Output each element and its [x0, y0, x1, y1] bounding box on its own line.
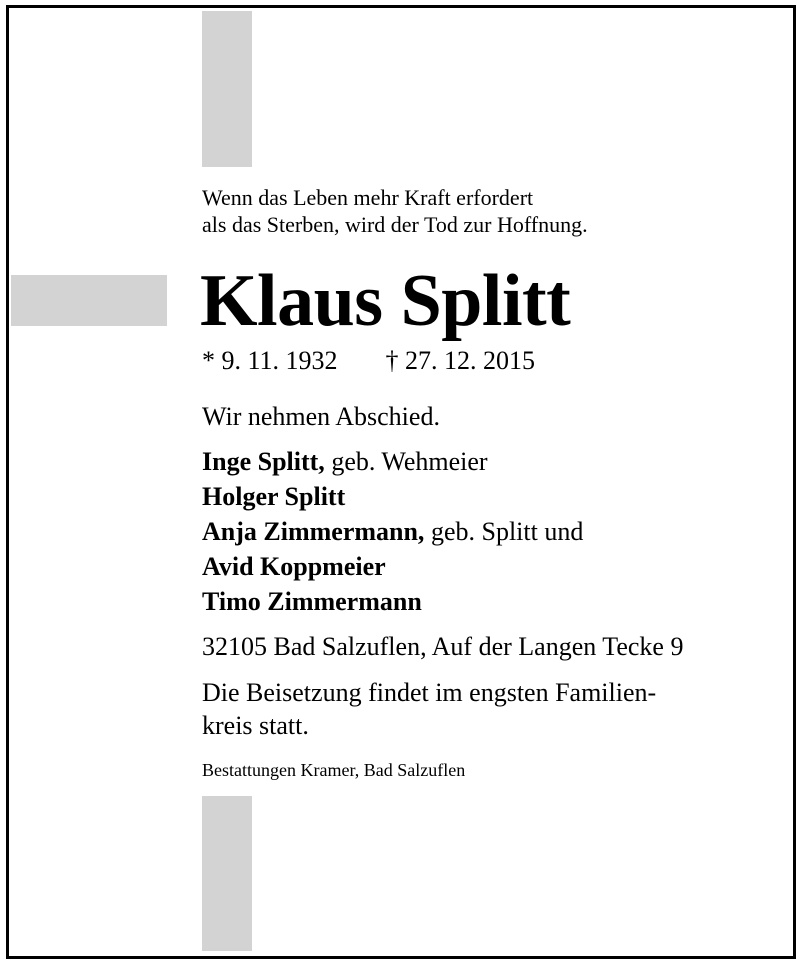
- cross-left-bar: [11, 275, 167, 326]
- motto-line-2: als das Sterben, wird der Tod zur Hoffnung.: [202, 212, 588, 237]
- mourner-name: Holger Splitt: [202, 482, 346, 511]
- farewell-text: Wir nehmen Abschied.: [202, 402, 440, 431]
- mourner-note: geb. Wehmeier: [324, 447, 488, 476]
- deceased-name: Klaus Splitt: [200, 260, 571, 342]
- mourner-item: [202, 514, 583, 549]
- mourner-item: [202, 444, 583, 479]
- motto-line-1: Wenn das Leben mehr Kraft erfordert: [202, 185, 534, 210]
- mourner-note: geb. Splitt und: [424, 517, 584, 546]
- birth-date: * 9. 11. 1932: [202, 346, 338, 375]
- motto: [202, 184, 588, 238]
- family-address: 32105 Bad Salzuflen, Auf der Langen Tecke 9: [202, 632, 684, 661]
- mourner-name: Inge Splitt,: [202, 447, 325, 476]
- mourner-item: [202, 479, 583, 514]
- funeral-line-1: Die Beisetzung findet im engsten Familien-: [202, 678, 657, 707]
- funeral-line-2: kreis statt.: [202, 711, 309, 740]
- funeral-notice: [202, 676, 656, 742]
- mourner-item: [202, 584, 583, 619]
- undertaker-credit: Bestattungen Kramer, Bad Salzuflen: [202, 760, 466, 780]
- mourner-item: [202, 549, 583, 584]
- mourner-name: Anja Zimmermann,: [202, 517, 425, 546]
- cross-bottom-bar: [202, 796, 252, 951]
- mourner-name: Avid Koppmeier: [202, 552, 386, 581]
- mourners-list: [202, 444, 583, 619]
- mourner-name: Timo Zimmermann: [202, 587, 422, 616]
- cross-top-bar: [202, 11, 252, 167]
- life-dates: [202, 344, 535, 378]
- death-date: † 27. 12. 2015: [385, 346, 536, 375]
